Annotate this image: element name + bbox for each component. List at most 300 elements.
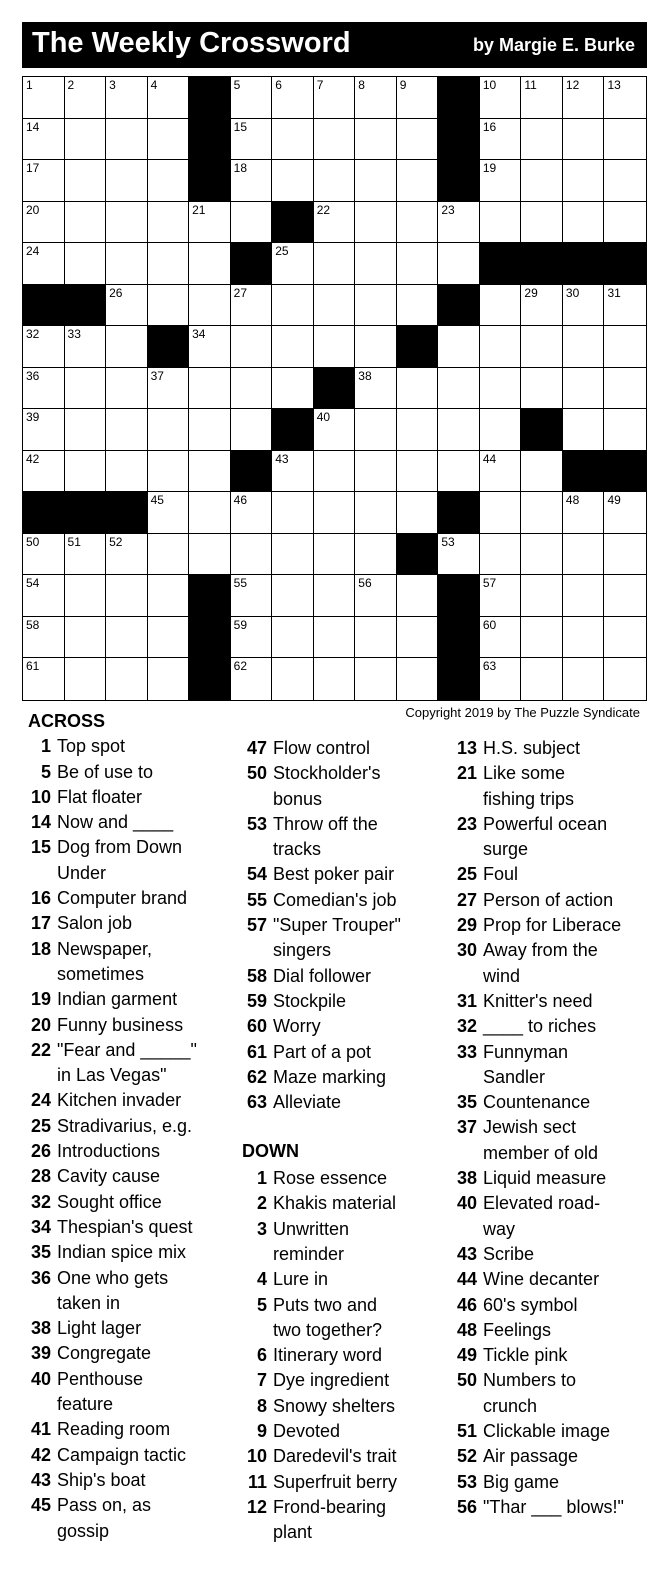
cell-number: 37 [150, 368, 164, 383]
clue-text: Prop for Liberace [483, 915, 622, 936]
grid-cell[interactable] [438, 451, 480, 493]
grid-cell[interactable] [604, 160, 646, 202]
grid-cell[interactable] [397, 368, 439, 410]
grid-cell[interactable] [272, 77, 314, 119]
clue-line [24, 861, 234, 886]
grid-cell[interactable] [397, 285, 439, 327]
grid-cell[interactable] [65, 160, 107, 202]
grid-cell[interactable] [23, 119, 65, 161]
grid-cell[interactable] [521, 534, 563, 576]
clue-text: Feelings [483, 1319, 552, 1340]
grid-cell[interactable] [106, 451, 148, 493]
clue-text: singers [273, 940, 332, 961]
grid-cell[interactable] [397, 160, 439, 202]
clue-line [240, 1394, 445, 1419]
clue-text: Introductions [57, 1141, 161, 1162]
clue-line [450, 1065, 655, 1090]
grid-cell[interactable] [314, 409, 356, 451]
clue-line [24, 1164, 234, 1189]
cell-number: 36 [26, 368, 40, 383]
black-square [397, 326, 439, 368]
grid-cell[interactable] [231, 119, 273, 161]
clue-line [240, 761, 445, 786]
grid-cell[interactable] [314, 534, 356, 576]
grid-cell[interactable] [148, 409, 190, 451]
grid-cell[interactable] [65, 77, 107, 119]
clue-text [57, 709, 234, 734]
grid-cell[interactable] [231, 575, 273, 617]
cell-number: 21 [192, 202, 206, 217]
clue-text: Frond-bearing [273, 1496, 387, 1517]
black-square [189, 658, 231, 700]
grid-cell[interactable] [314, 243, 356, 285]
grid-cell[interactable] [314, 202, 356, 244]
clue-line [450, 913, 655, 938]
grid-cell[interactable] [106, 285, 148, 327]
grid-cell[interactable] [148, 658, 190, 700]
grid-cell[interactable] [23, 160, 65, 202]
grid-cell[interactable] [65, 243, 107, 285]
grid-cell[interactable] [106, 326, 148, 368]
black-square [189, 77, 231, 119]
grid-cell[interactable] [314, 77, 356, 119]
grid-cell[interactable] [480, 368, 522, 410]
grid-cell[interactable] [23, 243, 65, 285]
grid-cell[interactable] [106, 77, 148, 119]
grid-cell[interactable] [189, 326, 231, 368]
clue-line [450, 989, 655, 1014]
grid-cell[interactable] [106, 575, 148, 617]
grid-cell[interactable] [355, 617, 397, 659]
grid-cell[interactable] [272, 451, 314, 493]
grid-cell[interactable] [148, 575, 190, 617]
grid-cell[interactable] [521, 575, 563, 617]
grid-cell[interactable] [23, 326, 65, 368]
grid-cell[interactable] [397, 77, 439, 119]
grid-cell[interactable] [272, 243, 314, 285]
grid-cell[interactable] [355, 658, 397, 700]
grid-cell[interactable] [604, 285, 646, 327]
black-square [272, 202, 314, 244]
grid-cell[interactable] [521, 119, 563, 161]
grid-cell[interactable] [355, 492, 397, 534]
clue-line [450, 1343, 655, 1368]
grid-cell[interactable] [355, 119, 397, 161]
grid-cell[interactable] [272, 534, 314, 576]
grid-cell[interactable] [148, 617, 190, 659]
grid-cell[interactable] [438, 368, 480, 410]
clue-number: 63 [246, 1092, 267, 1113]
cell-number: 25 [275, 244, 289, 259]
grid-cell[interactable] [272, 368, 314, 410]
grid-cell[interactable] [106, 202, 148, 244]
grid-cell[interactable] [314, 451, 356, 493]
grid-cell[interactable] [397, 575, 439, 617]
grid-cell[interactable] [148, 77, 190, 119]
grid-cell[interactable] [521, 160, 563, 202]
grid-cell[interactable] [480, 658, 522, 700]
cell-number: 6 [275, 78, 282, 92]
clue-number: 8 [256, 1395, 267, 1416]
grid-cell[interactable] [106, 243, 148, 285]
grid-cell[interactable] [563, 617, 605, 659]
clue-line [240, 1343, 445, 1368]
clue-number [24, 861, 57, 886]
grid-cell[interactable] [604, 119, 646, 161]
grid-cell[interactable] [231, 285, 273, 327]
grid-cell[interactable] [65, 658, 107, 700]
clue-line [240, 1115, 445, 1140]
grid-cell[interactable] [604, 492, 646, 534]
grid-cell[interactable] [438, 409, 480, 451]
grid-cell[interactable] [314, 617, 356, 659]
grid-cell[interactable] [397, 119, 439, 161]
grid-cell[interactable] [397, 243, 439, 285]
clue-line [24, 1291, 234, 1316]
grid-cell[interactable] [563, 119, 605, 161]
clue-number: 25 [30, 1115, 51, 1136]
grid-cell[interactable] [231, 492, 273, 534]
clue-number [24, 709, 57, 734]
clue-number: 3 [256, 1218, 267, 1239]
grid-cell[interactable] [231, 368, 273, 410]
grid-cell[interactable] [189, 492, 231, 534]
clue-number: 54 [246, 864, 267, 885]
grid-cell[interactable] [604, 77, 646, 119]
grid-cell[interactable] [23, 451, 65, 493]
clue-text: H.S. subject [483, 738, 581, 758]
cell-number: 33 [67, 327, 81, 342]
grid-cell[interactable] [480, 160, 522, 202]
clue-text: "Thar ___ blows!" [483, 1496, 624, 1517]
grid-cell[interactable] [148, 202, 190, 244]
clue-number: 17 [30, 913, 51, 934]
cell-number: 1 [26, 78, 33, 92]
clue-text: Under [57, 862, 107, 883]
grid-cell[interactable] [480, 575, 522, 617]
clue-line [450, 1014, 655, 1039]
black-square [438, 119, 480, 161]
grid-cell[interactable] [23, 617, 65, 659]
grid-cell[interactable] [355, 285, 397, 327]
grid-cell[interactable] [148, 534, 190, 576]
grid-cell[interactable] [106, 658, 148, 700]
grid-cell[interactable] [314, 285, 356, 327]
grid-cell[interactable] [23, 77, 65, 119]
grid-cell[interactable] [65, 575, 107, 617]
grid-cell[interactable] [148, 119, 190, 161]
cell-number: 13 [607, 78, 621, 92]
grid-cell[interactable] [563, 368, 605, 410]
grid-cell[interactable] [397, 451, 439, 493]
clue-text: Penthouse [57, 1368, 144, 1389]
clue-text: Comedian's job [273, 889, 397, 910]
clue-line [450, 964, 655, 989]
clue-text: ____ to riches [483, 1016, 597, 1037]
grid-cell[interactable] [563, 534, 605, 576]
clue-line [24, 1240, 234, 1265]
grid-cell[interactable] [189, 202, 231, 244]
grid-cell[interactable] [272, 575, 314, 617]
grid-cell[interactable] [397, 202, 439, 244]
grid-cell[interactable] [480, 409, 522, 451]
grid-cell[interactable] [23, 202, 65, 244]
grid-cell[interactable] [604, 202, 646, 244]
grid-cell[interactable] [65, 534, 107, 576]
grid-cell[interactable] [438, 326, 480, 368]
grid-cell[interactable] [65, 326, 107, 368]
grid-cell[interactable] [604, 658, 646, 700]
clue-number: 40 [456, 1193, 477, 1214]
grid-cell[interactable] [65, 409, 107, 451]
grid-cell[interactable] [231, 534, 273, 576]
grid-cell[interactable] [355, 575, 397, 617]
black-square [65, 492, 107, 534]
grid-cell[interactable] [65, 451, 107, 493]
grid-cell[interactable] [272, 160, 314, 202]
grid-cell[interactable] [189, 368, 231, 410]
cell-number: 5 [233, 78, 241, 92]
cell-number: 18 [233, 161, 248, 176]
grid-cell[interactable] [563, 575, 605, 617]
clue-number: 10 [246, 1446, 267, 1467]
black-square [148, 326, 190, 368]
grid-cell[interactable] [480, 534, 522, 576]
clue-text: wind [483, 965, 521, 986]
grid-cell[interactable] [521, 658, 563, 700]
grid-cell[interactable] [563, 77, 605, 119]
clue-text: Throw off the [273, 813, 378, 834]
grid-cell[interactable] [355, 368, 397, 410]
grid-cell[interactable] [521, 202, 563, 244]
grid-cell[interactable] [563, 202, 605, 244]
clue-line [240, 1090, 445, 1115]
grid-cell[interactable] [231, 160, 273, 202]
grid-cell[interactable] [189, 409, 231, 451]
grid-cell[interactable] [480, 617, 522, 659]
grid-cell[interactable] [314, 160, 356, 202]
cell-number: 31 [607, 285, 621, 300]
clue-number: 7 [256, 1370, 267, 1391]
grid-cell[interactable] [604, 409, 646, 451]
clue-number: 51 [456, 1421, 477, 1442]
grid-cell[interactable] [65, 119, 107, 161]
grid-cell[interactable] [355, 451, 397, 493]
clue-line [240, 1267, 445, 1292]
grid-cell[interactable] [438, 534, 480, 576]
grid-cell[interactable] [231, 77, 273, 119]
across-heading: ACROSS [28, 711, 106, 731]
grid-cell[interactable] [397, 409, 439, 451]
grid-cell[interactable] [480, 119, 522, 161]
grid-cell[interactable] [563, 326, 605, 368]
grid-cell[interactable] [23, 658, 65, 700]
grid-cell[interactable] [521, 368, 563, 410]
grid-cell[interactable] [563, 658, 605, 700]
clue-number: 30 [456, 940, 477, 961]
black-square [23, 492, 65, 534]
grid-cell[interactable] [65, 202, 107, 244]
grid-cell[interactable] [604, 617, 646, 659]
grid-cell[interactable] [272, 492, 314, 534]
clue-line [240, 1191, 445, 1216]
clue-number: 4 [256, 1269, 267, 1290]
clue-line [450, 1394, 655, 1419]
grid-cell[interactable] [106, 119, 148, 161]
grid-cell[interactable] [563, 285, 605, 327]
grid-cell[interactable] [355, 202, 397, 244]
cell-number: 4 [150, 78, 158, 92]
clue-line [240, 989, 445, 1014]
cell-number: 40 [316, 410, 331, 425]
clue-number: 50 [246, 763, 267, 784]
black-square [65, 285, 107, 327]
grid-cell[interactable] [521, 492, 563, 534]
grid-cell[interactable] [231, 326, 273, 368]
cell-number: 34 [192, 327, 206, 342]
grid-cell[interactable] [148, 492, 190, 534]
grid-cell[interactable] [148, 160, 190, 202]
grid-cell[interactable] [314, 658, 356, 700]
grid-cell[interactable] [23, 368, 65, 410]
grid-cell[interactable] [480, 77, 522, 119]
clue-text: gossip [57, 1520, 110, 1541]
clue-number: 11 [247, 1471, 267, 1492]
grid-cell[interactable] [397, 658, 439, 700]
grid-cell[interactable] [272, 326, 314, 368]
grid-cell[interactable] [106, 160, 148, 202]
grid-cell[interactable] [355, 160, 397, 202]
clue-line [240, 736, 445, 761]
grid-cell[interactable] [231, 202, 273, 244]
grid-cell[interactable] [604, 326, 646, 368]
clue-number: 31 [456, 990, 477, 1011]
grid-cell[interactable] [23, 409, 65, 451]
cell-number: 9 [399, 78, 407, 92]
grid-cell[interactable] [189, 285, 231, 327]
black-square [438, 285, 480, 327]
cell-number: 50 [26, 534, 40, 549]
grid-cell[interactable] [106, 409, 148, 451]
clue-line [450, 1318, 655, 1343]
grid-cell[interactable] [23, 575, 65, 617]
grid-cell[interactable] [314, 326, 356, 368]
grid-cell[interactable] [189, 534, 231, 576]
grid-cell[interactable] [355, 77, 397, 119]
clue-text: Devoted [273, 1421, 341, 1442]
grid-cell[interactable] [148, 285, 190, 327]
grid-cell[interactable] [272, 617, 314, 659]
grid-cell[interactable] [480, 451, 522, 493]
grid-cell[interactable] [314, 575, 356, 617]
grid-cell[interactable] [521, 77, 563, 119]
cell-number: 62 [233, 659, 248, 674]
clue-line [450, 1191, 655, 1216]
grid-cell[interactable] [106, 534, 148, 576]
clue-number: 20 [30, 1014, 51, 1035]
grid-cell[interactable] [604, 368, 646, 410]
grid-cell[interactable] [397, 617, 439, 659]
clue-text: Daredevil's trait [273, 1446, 397, 1467]
grid-cell[interactable] [480, 492, 522, 534]
grid-cell[interactable] [314, 492, 356, 534]
grid-cell[interactable] [272, 285, 314, 327]
grid-cell[interactable] [521, 451, 563, 493]
grid-cell[interactable] [438, 202, 480, 244]
clue-number [240, 1242, 273, 1267]
grid-cell[interactable] [189, 451, 231, 493]
clue-line [240, 888, 445, 913]
grid-cell[interactable] [521, 285, 563, 327]
grid-cell[interactable] [355, 243, 397, 285]
grid-cell[interactable] [148, 368, 190, 410]
grid-cell[interactable] [480, 285, 522, 327]
clue-number: 18 [30, 938, 51, 959]
grid-cell[interactable] [148, 451, 190, 493]
grid-cell[interactable] [604, 534, 646, 576]
cell-number: 14 [26, 119, 40, 134]
clue-text: tracks [273, 839, 322, 860]
grid-cell[interactable] [65, 368, 107, 410]
clue-text: Computer brand [57, 888, 188, 909]
grid-cell[interactable] [563, 409, 605, 451]
grid-cell[interactable] [231, 409, 273, 451]
grid-cell[interactable] [355, 326, 397, 368]
cell-number: 29 [524, 285, 538, 300]
grid-cell[interactable] [23, 534, 65, 576]
clue-text [273, 1115, 445, 1140]
grid-cell[interactable] [438, 243, 480, 285]
grid-cell[interactable] [480, 202, 522, 244]
grid-cell[interactable] [272, 658, 314, 700]
cell-number: 61 [26, 659, 40, 674]
grid-cell[interactable] [604, 575, 646, 617]
grid-cell[interactable] [397, 492, 439, 534]
grid-cell[interactable] [314, 119, 356, 161]
black-square [231, 451, 273, 493]
clue-text: Sought office [57, 1191, 162, 1212]
puzzle-byline: by Margie E. Burke [472, 35, 635, 55]
grid-cell[interactable] [563, 160, 605, 202]
black-square [604, 451, 646, 493]
clue-line [24, 1088, 234, 1113]
grid-cell[interactable] [106, 617, 148, 659]
grid-cell[interactable] [480, 326, 522, 368]
clue-text: feature [57, 1394, 114, 1415]
grid-cell[interactable] [355, 409, 397, 451]
grid-cell[interactable] [148, 243, 190, 285]
clue-text: Superfruit berry [273, 1471, 398, 1492]
grid-cell[interactable] [106, 368, 148, 410]
clue-text: One who gets [57, 1267, 169, 1288]
grid-cell[interactable] [272, 119, 314, 161]
grid-cell[interactable] [189, 243, 231, 285]
grid-cell[interactable] [355, 534, 397, 576]
clue-text: "Fear and _____" [57, 1039, 197, 1060]
grid-cell[interactable] [65, 617, 107, 659]
cell-number: 60 [482, 617, 497, 632]
clue-number [240, 938, 273, 963]
black-square [438, 658, 480, 700]
black-square [231, 243, 273, 285]
clue-line [24, 1190, 234, 1215]
grid-cell[interactable] [521, 326, 563, 368]
grid-cell[interactable] [231, 658, 273, 700]
grid-cell[interactable] [231, 617, 273, 659]
grid-cell[interactable] [563, 492, 605, 534]
black-square [604, 243, 646, 285]
grid-cell[interactable] [521, 617, 563, 659]
